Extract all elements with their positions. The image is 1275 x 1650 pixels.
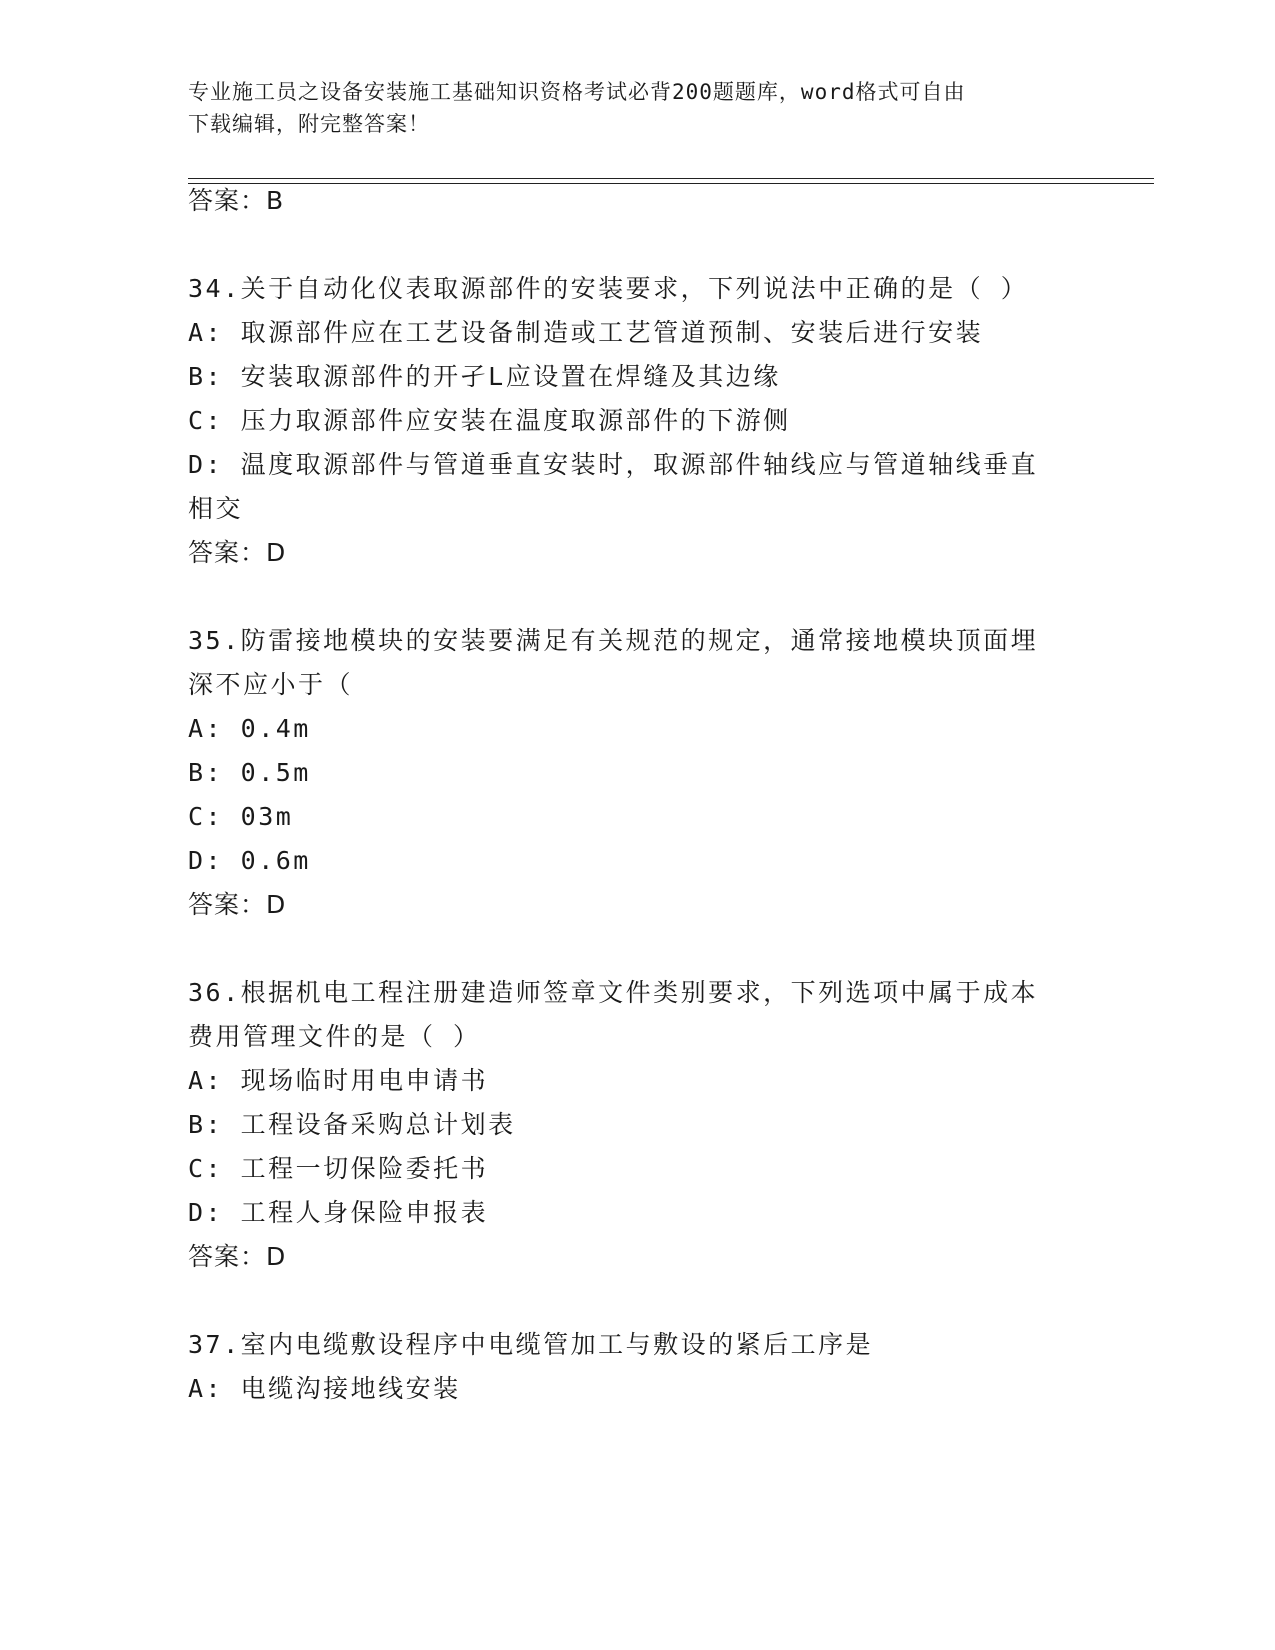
question-35-option-a: A: 0.4m — [188, 714, 311, 743]
question-36-option-c: C: 工程一切保险委托书 — [188, 1154, 489, 1183]
question-34-option-d: D: 温度取源部件与管道垂直安装时，取源部件轴线应与管道轴线垂直 — [188, 450, 1039, 479]
question-34-stem: 34.关于自动化仪表取源部件的安装要求，下列说法中正确的是（ ） — [188, 274, 1029, 303]
question-34-option-c: C: 压力取源部件应安装在温度取源部件的下游侧 — [188, 406, 791, 435]
header-double-rule — [188, 178, 1154, 184]
header-line-2: 下载编辑，附完整答案！ — [188, 112, 430, 136]
question-35-stem-cont: 深不应小于（ — [188, 670, 354, 699]
question-35-answer: 答案：D — [188, 890, 287, 919]
question-36-answer: 答案：D — [188, 1242, 287, 1271]
question-36-option-b: B: 工程设备采购总计划表 — [188, 1110, 516, 1139]
header-line-1: 专业施工员之设备安装施工基础知识资格考试必背200题题库，word格式可自由 — [188, 80, 966, 104]
question-37-stem: 37.室内电缆敷设程序中电缆管加工与敷设的紧后工序是 — [188, 1330, 874, 1359]
question-35-option-b: B: 0.5m — [188, 758, 311, 787]
question-34-answer: 答案：D — [188, 538, 287, 567]
question-36-stem-cont: 费用管理文件的是（ ） — [188, 1022, 481, 1051]
question-36-option-d: D: 工程人身保险申报表 — [188, 1198, 489, 1227]
question-34-option-b: B: 安装取源部件的开孑L应设置在焊缝及其边缘 — [188, 362, 781, 391]
question-34-option-a: A: 取源部件应在工艺设备制造或工艺管道预制、安装后进行安装 — [188, 318, 984, 347]
question-35-option-c: C: 03m — [188, 802, 294, 831]
question-34-option-d-cont: 相交 — [188, 494, 244, 523]
document-header — [188, 76, 1088, 140]
question-37-option-a: A: 电缆沟接地线安装 — [188, 1374, 461, 1403]
answer-line: 答案：B — [188, 186, 285, 215]
question-35-stem: 35.防雷接地模块的安装要满足有关规范的规定，通常接地模块顶面埋 — [188, 626, 1039, 655]
question-35-option-d: D: 0.6m — [188, 846, 311, 875]
question-36-stem: 36.根据机电工程注册建造师签章文件类别要求，下列选项中属于成本 — [188, 978, 1039, 1007]
question-36-option-a: A: 现场临时用电申请书 — [188, 1066, 489, 1095]
